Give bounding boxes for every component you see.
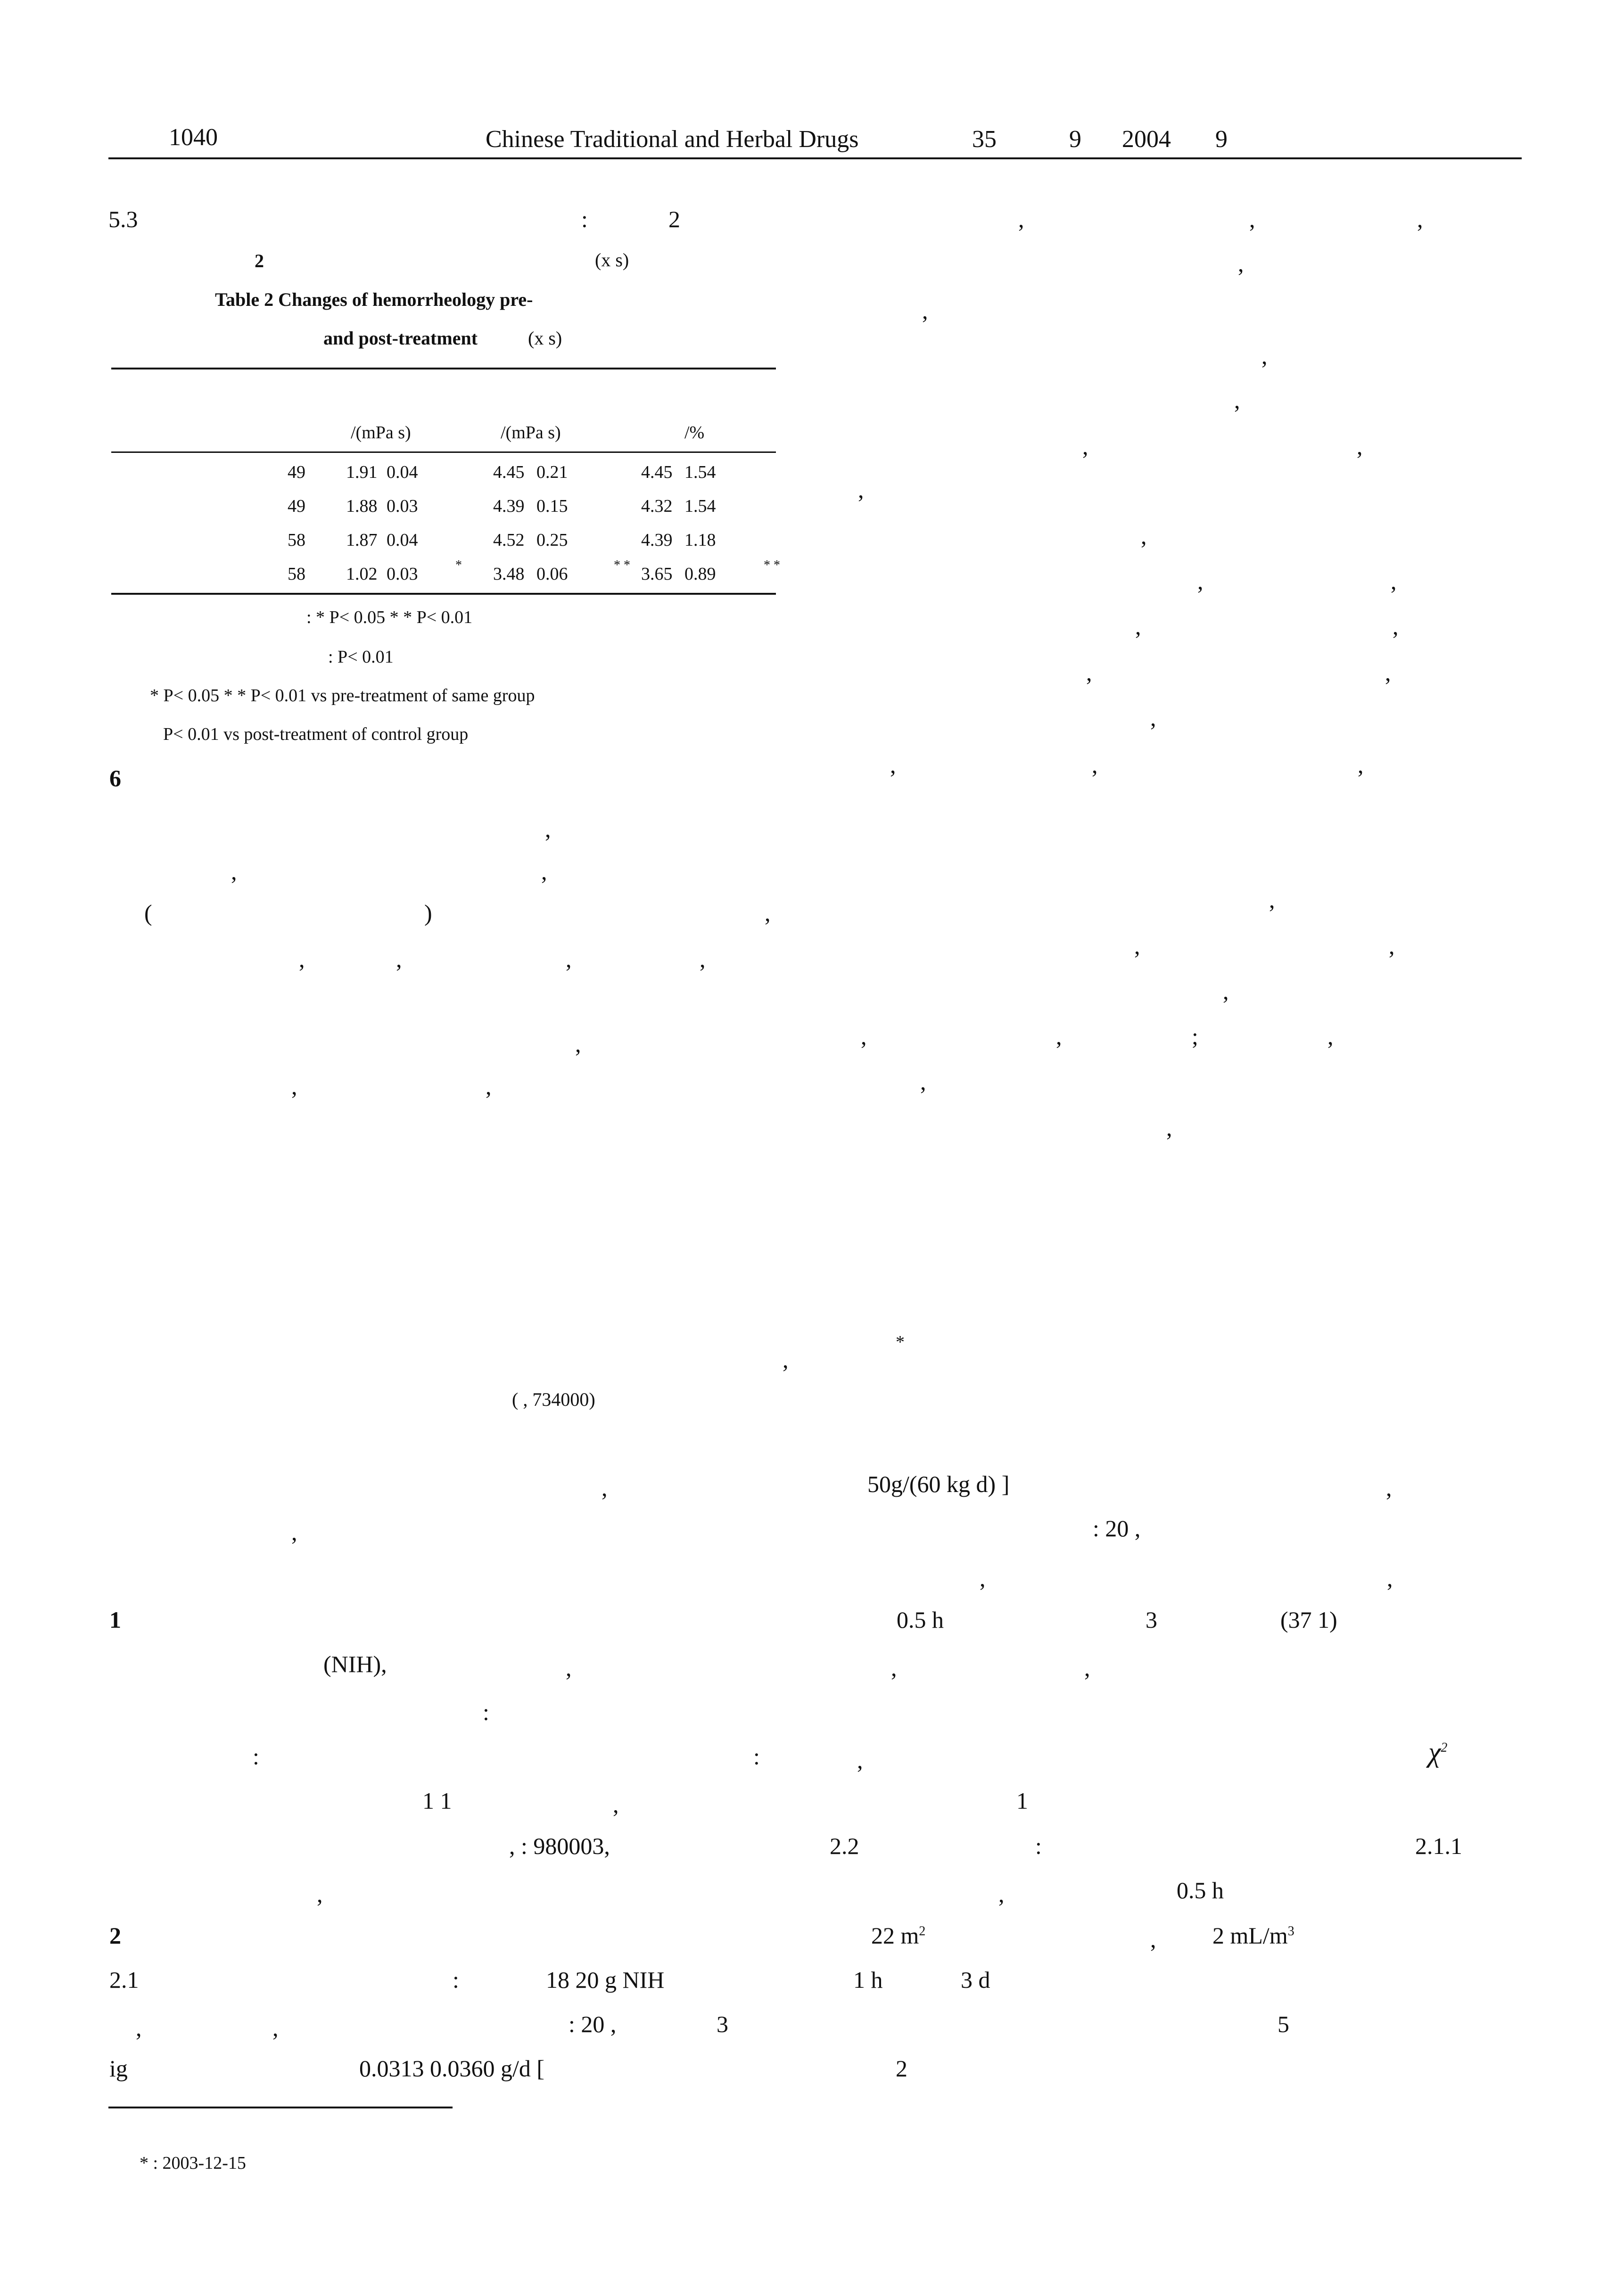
punct-semicolon: ; [1192, 1023, 1198, 1050]
table2-note-2: : P< 0.01 [328, 647, 394, 667]
table2-col-header-2: /(mPa s) [501, 423, 561, 443]
punct-comma: , [613, 1791, 619, 1818]
punct-comma: , [1391, 568, 1397, 594]
affiliation-line: ( , 734000) [512, 1389, 595, 1410]
punct-comma: , [1417, 206, 1423, 232]
punct-comma: , [1084, 1655, 1090, 1681]
section-5-3-colon: : [581, 206, 588, 232]
table2-cn-suffix: (x s) [595, 249, 629, 271]
section-1-label: 1 [109, 1607, 121, 1633]
punct-comma: , [1261, 343, 1268, 369]
time-1h: 1 h [853, 1967, 883, 1993]
punct-comma: , [1135, 613, 1141, 640]
table2-col-header-1: /(mPa s) [351, 423, 411, 443]
punct-comma: , [575, 1031, 581, 1057]
punct-comma: , [861, 1023, 867, 1050]
ratio-text-2: : 20 , [569, 2011, 617, 2037]
sec1-temp: (37 1) [1280, 1607, 1337, 1633]
punct-comma: , [857, 1747, 863, 1773]
punct-comma: , [1234, 387, 1240, 413]
year: 2004 [1122, 126, 1171, 153]
punct-comma: , [566, 1655, 572, 1681]
concentration: 2 $mL/m^3$ [1212, 1922, 1294, 1949]
table-row: 58 1.87 0.04 4.52 0.25 4.39 1.18 [288, 530, 716, 550]
punct-paren-open: ( [144, 900, 152, 926]
section-2-2-label: 2.2 [830, 1833, 859, 1859]
punct-comma: , [231, 858, 237, 885]
table2-title-line2: and post-treatment [323, 328, 478, 349]
punct-comma: , [486, 1073, 492, 1099]
table2-title-line1: Table 2 Changes of hemorrheology pre- [215, 289, 533, 310]
punct-comma: , [1150, 705, 1156, 731]
section-6-label: 6 [109, 765, 121, 791]
table-row: 49 1.91 0.04 4.45 0.21 4.45 1.54 [288, 462, 716, 482]
punct-comma: , [272, 2015, 279, 2041]
punct-comma: , [1385, 659, 1391, 686]
volume: 35 [972, 126, 997, 153]
punct-comma: , [1393, 613, 1399, 640]
punct-comma: , [291, 1519, 297, 1545]
punct-comma: , [998, 1881, 1005, 1907]
half-hour: 0.5 h [1177, 1877, 1224, 1903]
punct-comma: , [1082, 433, 1088, 459]
punct-comma: , [602, 1475, 608, 1501]
punct-paren-close: ) [424, 900, 432, 926]
punct-comma: , [291, 1073, 297, 1099]
section-5-3-num: 2 [668, 206, 680, 232]
footnote-received-date: * : 2003-12-15 [140, 2153, 246, 2173]
punct-comma: , [317, 1881, 323, 1907]
punct-comma: , [1387, 1565, 1393, 1591]
footnote-rule [108, 2107, 453, 2108]
punct-comma: , [1358, 752, 1364, 778]
punct-comma: , [922, 297, 928, 324]
punct-comma: , [1269, 886, 1275, 913]
table2-note-3: * P< 0.05 * * P< 0.01 vs pre-treatment of same group [150, 686, 535, 705]
punct-comma: , [980, 1565, 986, 1591]
chi-square-symbol: $\chi^2$ [1428, 1737, 1448, 1768]
punct-comma: , [396, 946, 402, 972]
punct-comma: , [700, 946, 706, 972]
section-2-label: 2 [109, 1922, 121, 1949]
sec1-time: 0.5 h [897, 1607, 944, 1633]
two-label: 2 [896, 2055, 907, 2082]
table2-header-rule [111, 451, 776, 453]
five-label: 5 [1277, 2011, 1289, 2037]
punct-comma: , [1357, 433, 1363, 459]
punct-comma: , [541, 858, 547, 885]
punct-comma: , [891, 1655, 897, 1681]
punct-comma: , [1092, 752, 1098, 778]
journal-name: Chinese Traditional and Herbal Drugs [486, 126, 859, 153]
section-2-1-label: 2.1 [109, 1967, 139, 1993]
punct-colon: : [483, 1699, 489, 1725]
punct-colon: : [253, 1743, 259, 1770]
three-label: 3 [717, 2011, 728, 2037]
punct-comma: , [1134, 933, 1140, 959]
sec1-num: 3 [1146, 1607, 1157, 1633]
month: 9 [1215, 126, 1228, 153]
punct-comma: , [1389, 933, 1395, 959]
table2-top-rule [111, 368, 776, 369]
punct-colon: : [1035, 1833, 1042, 1859]
punct-comma: , [545, 816, 551, 842]
ratio-one-one: 1 1 [422, 1788, 452, 1814]
approval-number: , : 980003, [509, 1833, 610, 1859]
punct-comma: , [299, 946, 305, 972]
dose-text: 50g/(60 kg d) ] [867, 1471, 1010, 1497]
punct-comma: , [1197, 568, 1203, 594]
page-number: 1040 [169, 124, 218, 151]
punct-comma: , [858, 476, 864, 503]
table2-note-4: P< 0.01 vs post-treatment of control group [163, 724, 469, 744]
header-rule [108, 157, 1522, 159]
punct-comma: , [1166, 1115, 1172, 1141]
table2-title-suffix: (x s) [528, 328, 562, 349]
punct-comma: , [1249, 206, 1255, 232]
table-row: 49 1.88 0.03 4.39 0.15 4.32 1.54 [288, 496, 716, 516]
issue: 9 [1069, 126, 1081, 153]
table-row: 58 1.02 0.03 * 3.48 0.06 * * 3.65 0.89 * * [288, 558, 780, 584]
table2-note-1: : * P< 0.05 * * P< 0.01 [306, 607, 473, 627]
section-2-1-1-label: 2.1.1 [1415, 1833, 1462, 1859]
punct-comma: , [1386, 1475, 1392, 1501]
nih-label: (NIH), [323, 1651, 387, 1677]
punct-comma: , [1150, 1926, 1156, 1952]
one-label: 1 [1016, 1788, 1028, 1814]
punct-comma: , [1018, 206, 1024, 232]
dose-range: 0.0313 0.0360 g/d [ [359, 2055, 545, 2082]
punct-comma: , [1327, 1023, 1334, 1050]
punct-comma: , [1141, 523, 1147, 549]
ratio-text: : 20 , [1093, 1515, 1141, 1542]
table2-col-header-3: /% [684, 423, 705, 443]
punct-comma: , [566, 946, 572, 972]
punct-comma: , [890, 752, 896, 778]
section-5-3-label: 5.3 [108, 206, 138, 232]
punct-comma: , [1056, 1023, 1062, 1050]
punct-comma: , [1086, 659, 1092, 686]
punct-colon: : [753, 1743, 760, 1770]
punct-comma: , [783, 1346, 789, 1373]
ig-label: ig [109, 2055, 128, 2082]
room-area: 22 $m^2$ [871, 1922, 926, 1949]
author-star: * [896, 1332, 905, 1352]
punct-comma: , [136, 2015, 142, 2041]
punct-colon: : [453, 1967, 459, 1993]
punct-comma: , [920, 1068, 926, 1095]
time-3d: 3 d [961, 1967, 990, 1993]
punct-comma: , [1238, 250, 1244, 277]
table2-bottom-rule [111, 593, 776, 595]
punct-comma: , [1223, 978, 1229, 1004]
mice-weight: 18 20 g NIH [546, 1967, 665, 1993]
table2-cn-label: 2 [255, 250, 264, 271]
punct-comma: , [765, 900, 771, 926]
